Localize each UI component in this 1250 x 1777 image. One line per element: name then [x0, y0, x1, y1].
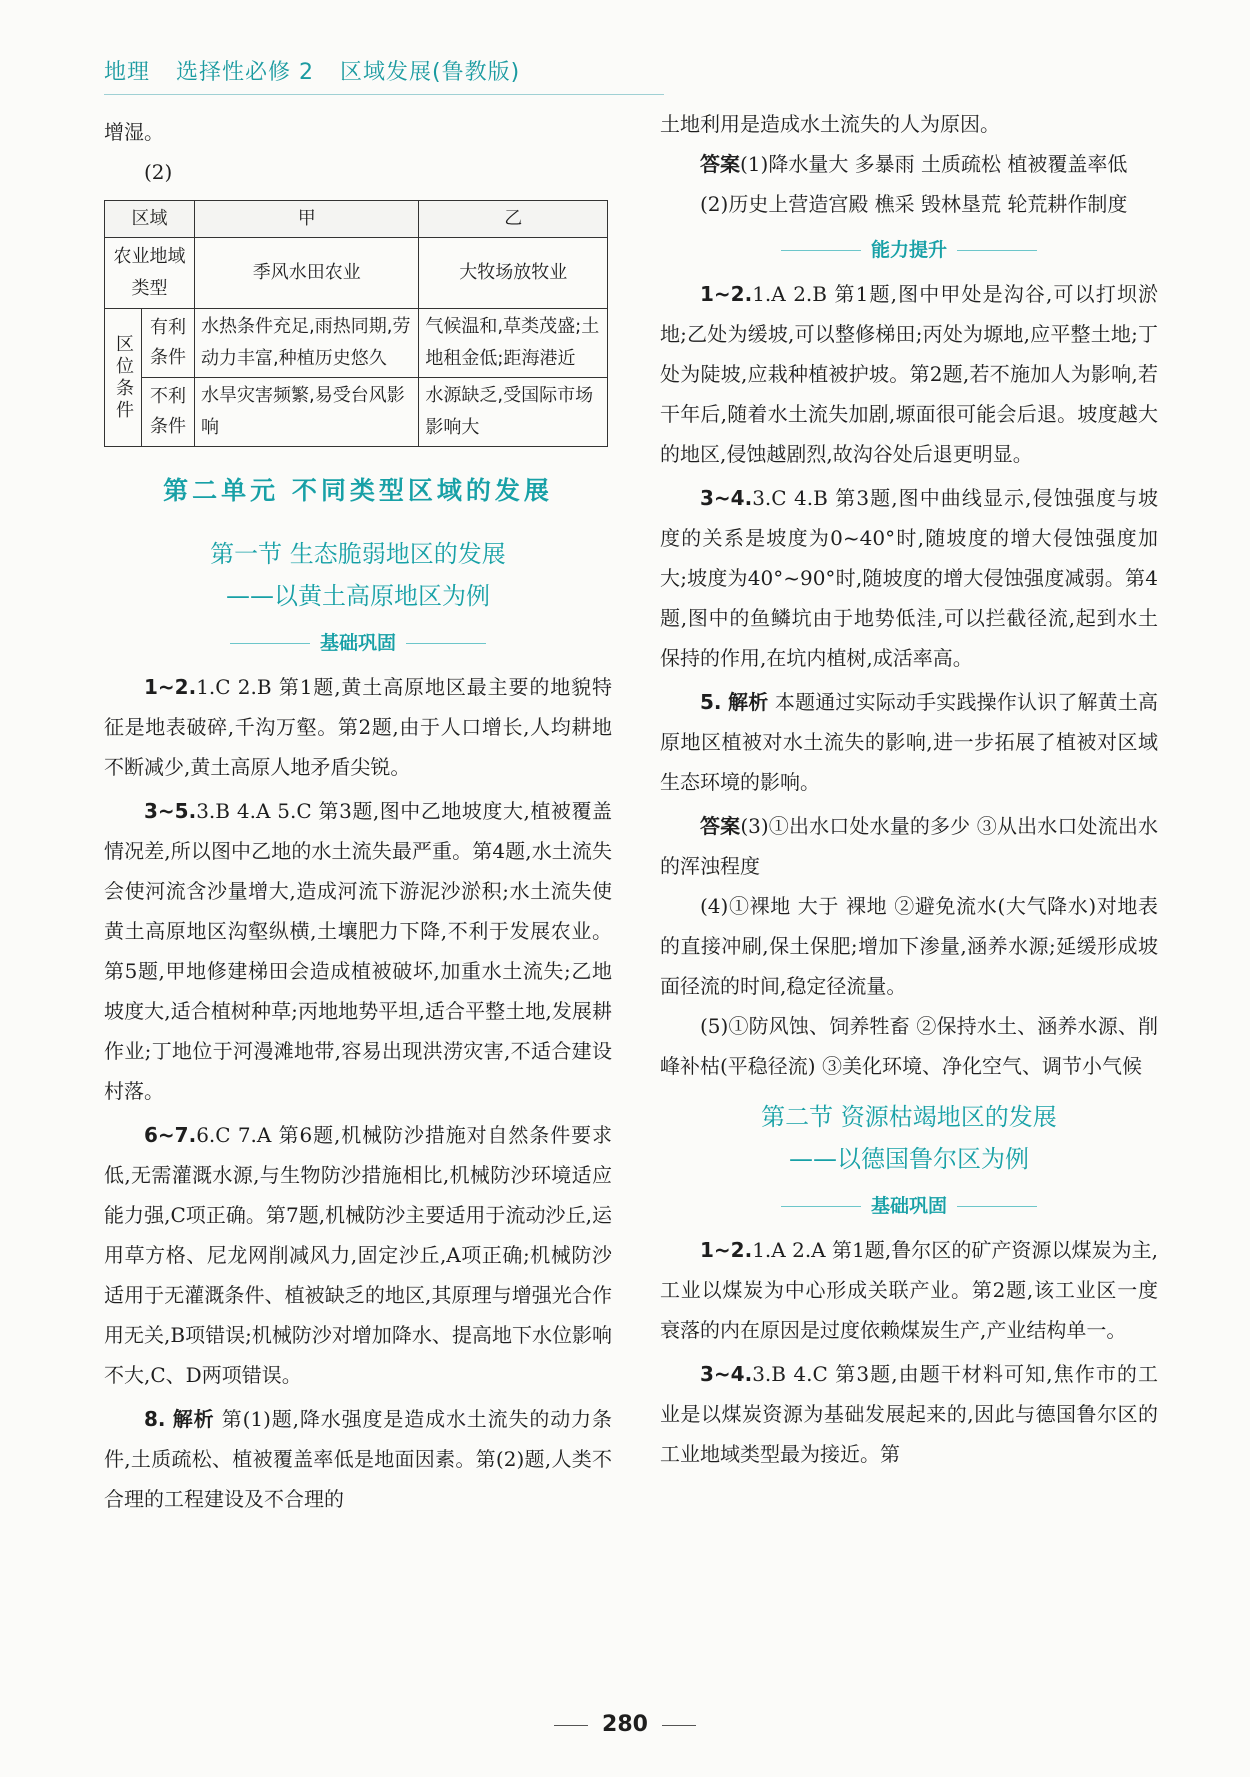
answer-s-1-2	[660, 1230, 1158, 1350]
row-label-type: 农业地域类型	[105, 238, 195, 309]
unit-title: 第二单元 不同类型区域的发展	[163, 476, 553, 505]
answer-3-5	[104, 791, 612, 1111]
answer-text: (1)降水量大 多暴雨 土质疏松 植被覆盖率低	[740, 152, 1128, 176]
continued-text: 土地利用是造成水土流失的人为原因。	[660, 112, 1000, 136]
answer-5-part5: (5)①防风蚀、饲养牲畜 ②保持水土、涵养水源、削峰补枯(平稳径流) ③美化环境、净化空气、调节小气候	[660, 1014, 1158, 1078]
page-header	[104, 52, 664, 95]
answer-5-part4: (4)①裸地 大于 裸地 ②避免流水(大气降水)对地表的直接冲刷,保土保肥;增加下渗量,涵养水源;延缓形成坡面径流的时间,稳定径流量。	[660, 894, 1158, 998]
answer-8-part2: (2)历史上营造宫殿 樵采 毁林垦荒 轮荒耕作制度	[700, 192, 1128, 216]
answer-label: 答案	[700, 814, 741, 838]
q-number: 3~5.	[144, 799, 197, 823]
row-label-unfavorable: 不利条件	[142, 378, 195, 447]
answer-text: 1.A 2.A 第1题,鲁尔区的矿产资源以煤炭为主,工业以煤炭为中心形成关联产业。第2题,该工业区一度衰落的内在原因是过度依赖煤炭生产,产业结构单一。	[660, 1238, 1158, 1342]
answer-text: 1.C 2.B 第1题,黄土高原地区最主要的地貌特征是地表破碎,千沟万壑。第2题,由于人口增长,人均耕地不断减少,黄土高原人地矛盾尖锐。	[104, 675, 612, 779]
answer-text: 本题通过实际动手实践操作认识了解黄土高原地区植被对水土流失的影响,进一步拓展了植被对区域生态环境的影响。	[660, 690, 1159, 794]
header-subject: 地理	[104, 60, 151, 85]
left-column	[104, 112, 612, 1519]
header-edition: 区域发展(鲁教版)	[340, 60, 521, 85]
section-2-line2: ——以德国鲁尔区为例	[789, 1145, 1029, 1173]
page-footer	[0, 1712, 1250, 1737]
q-number: 8.	[144, 1407, 166, 1431]
item-2-label: (2)	[144, 160, 173, 184]
answer-8-part1	[660, 144, 1158, 184]
footer-dash-left	[554, 1725, 588, 1726]
right-column	[660, 104, 1158, 1474]
answer-text: 6.C 7.A 第6题,机械防沙措施对自然条件要求低,无需灌溉水源,与生物防沙措施相比,机械防沙环境适应能力强,C项正确。第7题,机械防沙主要适用于流动沙丘,运用草方格、尼龙网削减风力,固定沙丘,A项正确;机械防沙适用于无灌溉条件、植被缺乏的地区,其原理与增强光合作用无关,B项错误;机械防沙对增加降水、提高地下水位影响不大,C、D两项错误。	[104, 1123, 612, 1387]
table-header-a: 甲	[195, 201, 419, 238]
type-a: 季风水田农业	[195, 238, 419, 309]
header-book: 选择性必修 2	[176, 60, 315, 85]
q-number: 1~2.	[144, 675, 197, 699]
answer-r-1-2	[660, 274, 1158, 474]
answer-text: 3.C 4.B 第3题,图中曲线显示,侵蚀强度与坡度的关系是坡度为0~40°时,随坡度的增大侵蚀强度加大;坡度为40°~90°时,随坡度的增大侵蚀强度减弱。第4题,图中的鱼鳞坑由于地势低洼,可以拦截径流,起到水土保持的作用,在坑内植树,成活率高。	[660, 486, 1158, 670]
answer-r-3-4	[660, 478, 1158, 678]
type-b: 大牧场放牧业	[419, 238, 608, 309]
section-1-title	[104, 533, 612, 617]
answer-label: 答案	[700, 152, 740, 176]
answer-8	[104, 1399, 612, 1519]
q-number: 6~7.	[144, 1123, 197, 1147]
q-number: 3~4.	[700, 1362, 753, 1386]
section-2-title	[660, 1096, 1158, 1180]
answer-1-2	[104, 667, 612, 787]
table-header-b: 乙	[419, 201, 608, 238]
continued-text: 增湿。	[104, 120, 164, 144]
row-label-favorable: 有利条件	[142, 309, 195, 378]
region-table	[104, 200, 608, 447]
q-number: 5.	[700, 690, 722, 714]
favorable-b: 气候温和,草类茂盛;土地租金低;距海港近	[419, 309, 608, 378]
answer-5-part3	[660, 806, 1158, 886]
band-basic-1: 基础巩固	[104, 623, 612, 663]
q-number: 1~2.	[700, 282, 753, 306]
answer-text: 3.B 4.C 第3题,由题干材料可知,焦作市的工业是以煤炭资源为基础发展起来的,因此与德国鲁尔区的工业地域类型最为接近。第	[660, 1362, 1158, 1466]
unfavorable-a: 水旱灾害频繁,易受台风影响	[195, 378, 419, 447]
table-header-region: 区域	[105, 201, 195, 238]
answer-r-5	[660, 682, 1158, 802]
footer-dash-right	[662, 1725, 696, 1726]
band-advanced: 能力提升	[660, 230, 1158, 270]
unfavorable-b: 水源缺乏,受国际市场影响大	[419, 378, 608, 447]
answer-6-7	[104, 1115, 612, 1395]
section-1-line2: ——以黄土高原地区为例	[226, 582, 490, 610]
answer-text: 第(1)题,降水强度是造成水土流失的动力条件,土质疏松、植被覆盖率低是地面因素。第(2)题,人类不合理的工程建设及不合理的	[104, 1407, 613, 1511]
answer-s-3-4	[660, 1354, 1158, 1474]
q-number: 3~4.	[700, 486, 753, 510]
analysis-label: 解析	[728, 690, 769, 714]
band-basic-2: 基础巩固	[660, 1186, 1158, 1226]
section-1-line1: 第一节 生态脆弱地区的发展	[210, 540, 506, 568]
analysis-label: 解析	[172, 1407, 215, 1431]
row-label-location: 区位条件	[105, 309, 142, 447]
favorable-a: 水热条件充足,雨热同期,劳动力丰富,种植历史悠久	[195, 309, 419, 378]
answer-text: 3.B 4.A 5.C 第3题,图中乙地坡度大,植被覆盖情况差,所以图中乙地的水土流失最严重。第4题,水土流失会使河流含沙量增大,造成河流下游泥沙淤积;水土流失使黄土高原地区沟壑纵横,土壤肥力下降,不利于发展农业。第5题,甲地修建梯田会造成植被破坏,加重水土流失;乙地坡度大,适合植树种草;丙地地势平坦,适合平整土地,发展耕作业;丁地位于河漫滩地带,容易出现洪涝灾害,不适合建设村落。	[104, 799, 612, 1103]
answer-text: 1.A 2.B 第1题,图中甲处是沟谷,可以打坝淤地;乙处为缓坡,可以整修梯田;丙处为塬地,应平整土地;丁处为陡坡,应栽种植被护坡。第2题,若不施加人为影响,若干年后,随着水土流失加剧,塬面很可能会后退。坡度越大的地区,侵蚀越剧烈,故沟谷处后退更明显。	[660, 282, 1158, 466]
q-number: 1~2.	[700, 1238, 753, 1262]
page-number: 280	[602, 1712, 648, 1737]
answer-text: (3)①出水口处水量的多少 ③从出水口处流出水的浑浊程度	[660, 814, 1159, 878]
section-2-line1: 第二节 资源枯竭地区的发展	[761, 1103, 1057, 1131]
